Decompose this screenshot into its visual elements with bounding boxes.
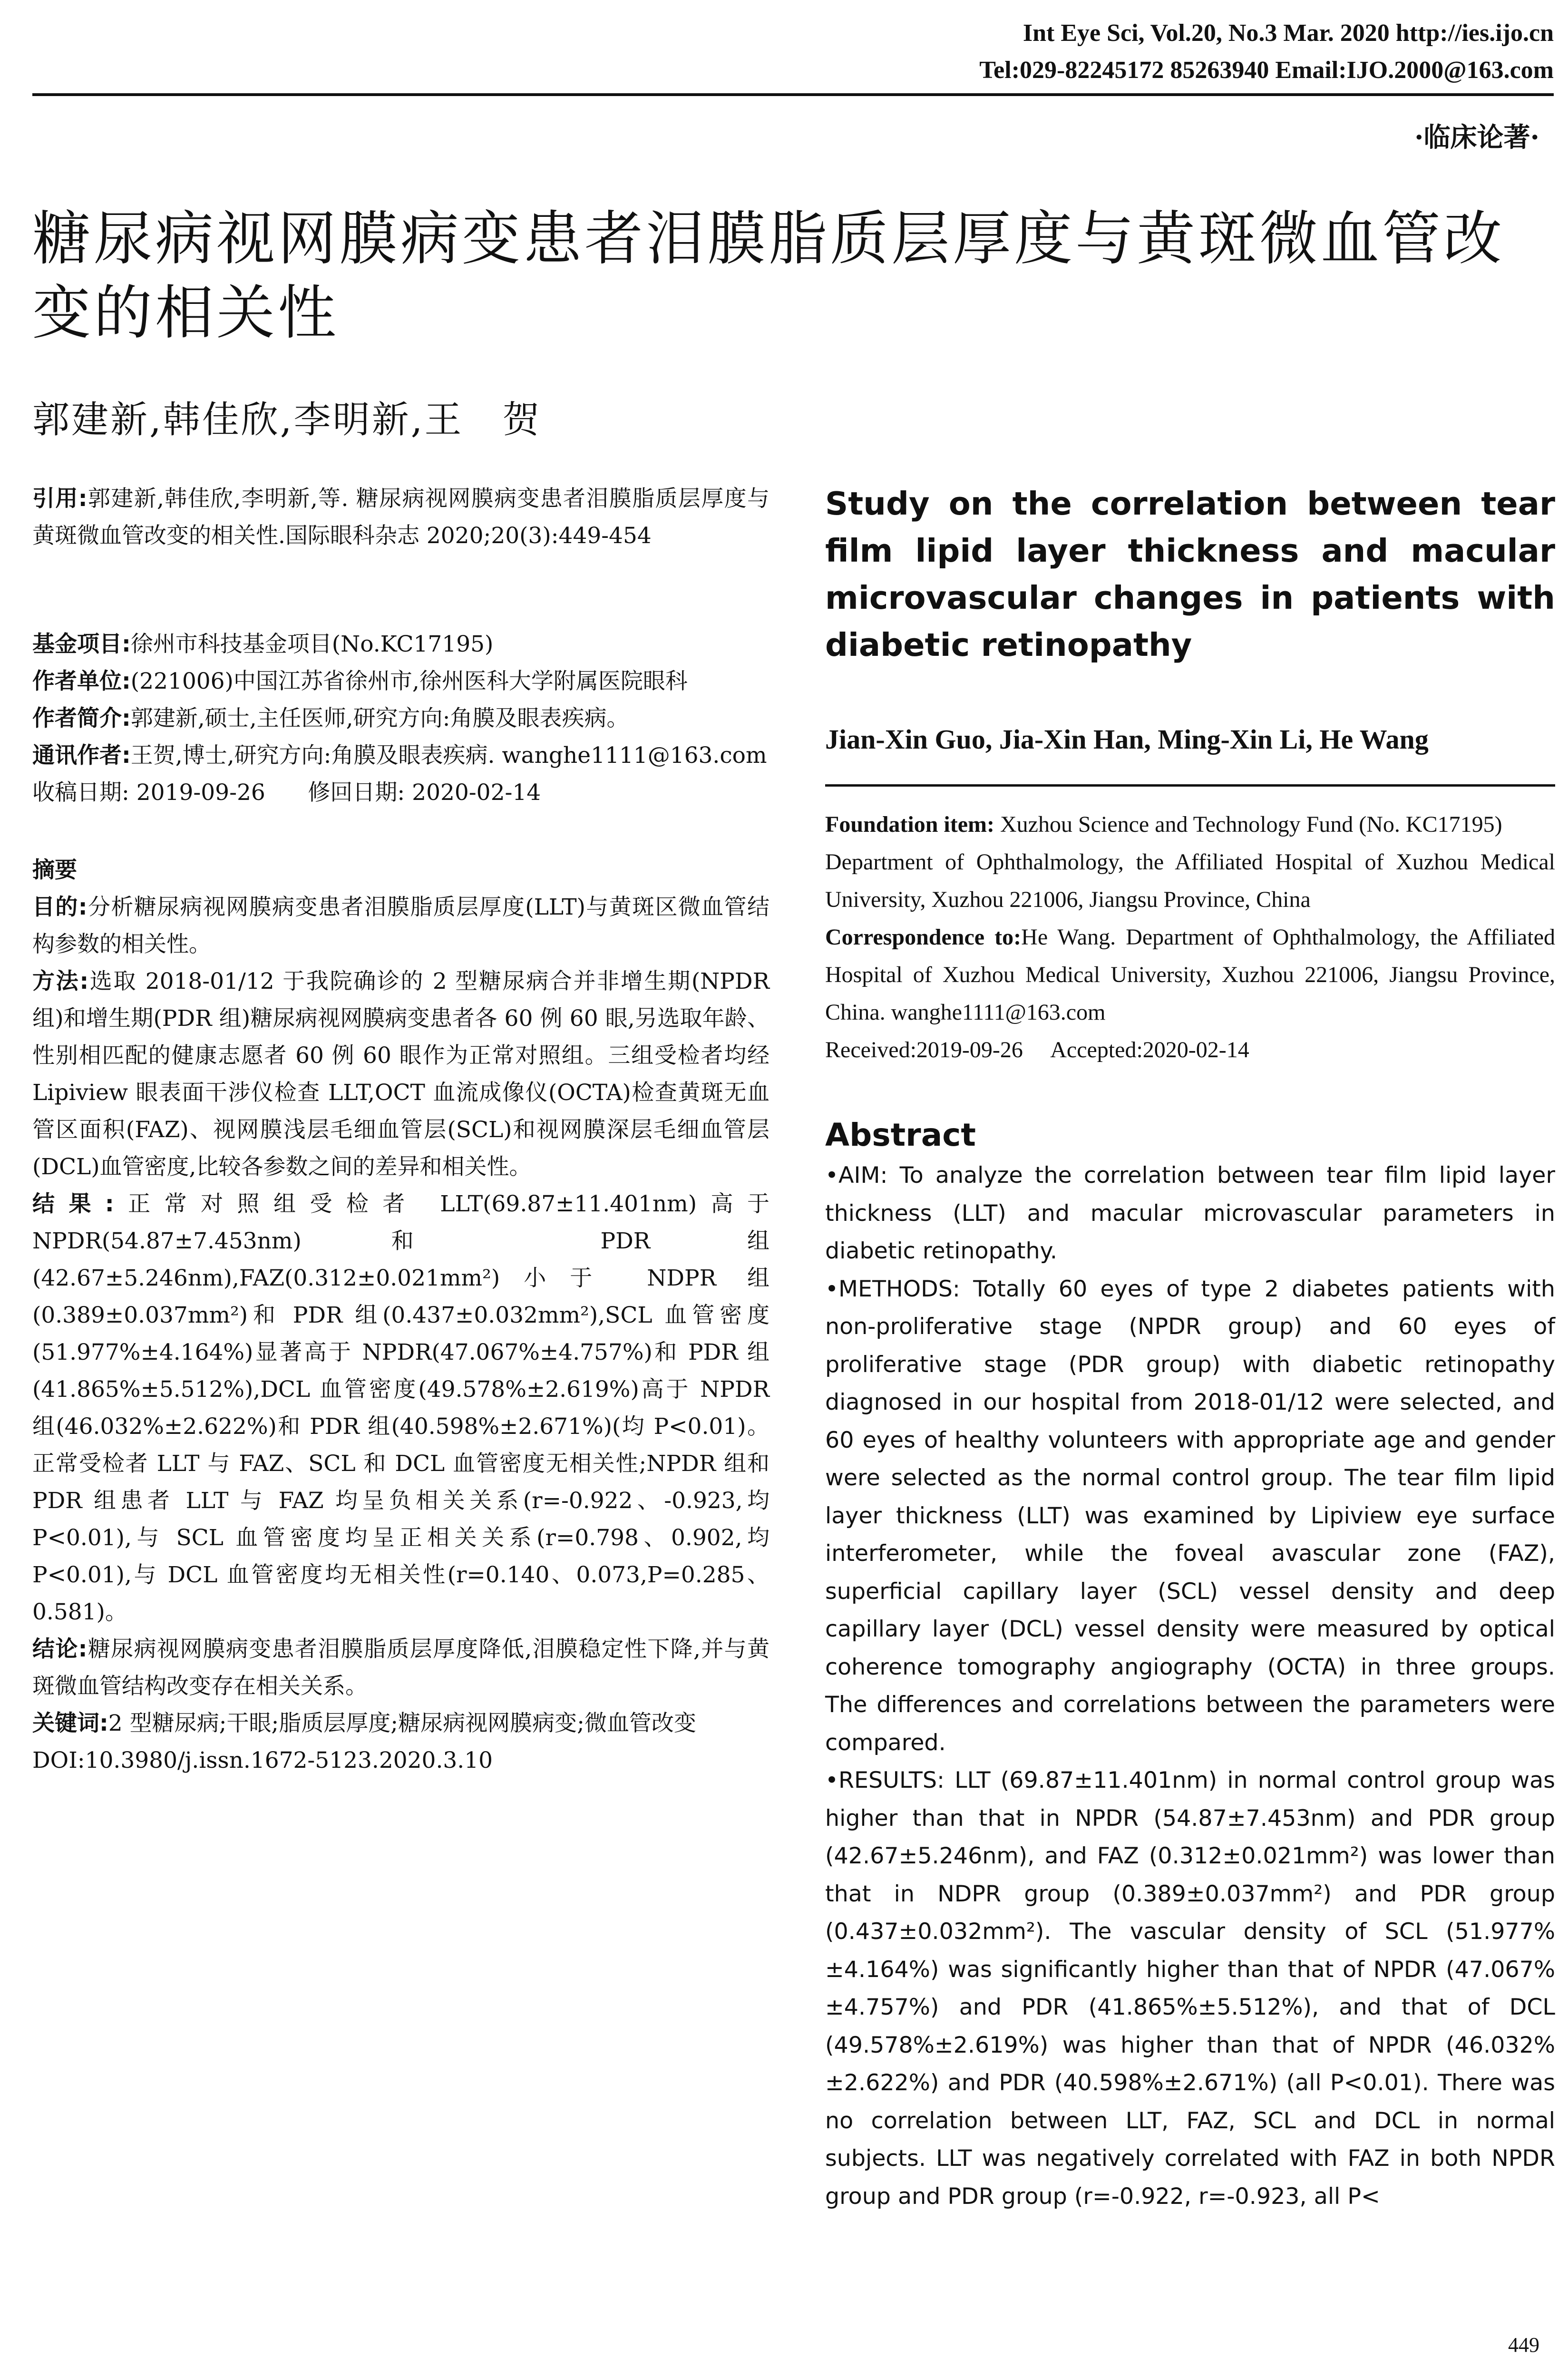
unit-text: (221006)中国江苏省徐州市,徐州医科大学附属医院眼科 — [130, 668, 688, 694]
fund-label: 基金项目: — [32, 631, 131, 657]
methods-label: 方法: — [32, 968, 89, 994]
correspondence-line — [825, 918, 1555, 1031]
article-title-en: Study on the correlation between tear film lipid layer thickness and macular microvascular changes in patients with diabetic retinopathy — [825, 485, 1555, 663]
abstract-heading-en: Abstract — [825, 1117, 976, 1153]
unit-label: 作者单位: — [32, 668, 131, 694]
methods-text: 选取 2018-01/12 于我院确诊的 2 型糖尿病合并非增生期(NPDR 组)和增生期(PDR 组)糖尿病视网膜病变患者各 60 例 60 眼,另选取年龄、性别相匹配的健康志愿者 60 例 60 眼作为正常对照组。三组受检者均经 Lipiview 眼表面干涉仪检查 LLT,OCT 血流成像仪(OCTA)检查黄斑无血管区面积(FAZ)、视网膜浅层毛细血管层(SCL)和视网膜深层毛细血管层(DCL)血管密度,比较各参数之间的差异和相关性。 — [32, 968, 770, 1180]
journal-contact-line: Tel:029-82245172 85263940 Email:IJO.2000@163.com — [979, 57, 1554, 84]
corr-label: 通讯作者: — [32, 742, 131, 769]
info-block-en — [825, 806, 1555, 1069]
foundation-line — [825, 806, 1555, 843]
correspondence-text: He Wang. Department of Ophthalmology, the Affiliated Hospital of Xuzhou Medical University, Xuzhou 221006, Jiangsu Province, China. wanghe1111@163.com — [825, 925, 1556, 1025]
right-column — [825, 480, 1555, 2215]
department-line: Department of Ophthalmology, the Affiliated Hospital of Xuzhou Medical University, Xuzhou 221006, Jiangsu Province, China — [825, 849, 1555, 912]
bio-text: 郭建新,硕士,主任医师,研究方向:角膜及眼表疾病。 — [130, 705, 629, 731]
abstract-heading-cn: 摘要 — [32, 857, 77, 883]
results-cn — [32, 1186, 769, 1631]
results-text: 正常对照组受检者 LLT(69.87±11.401nm)高于 NPDR(54.87±7.453nm)和 PDR 组(42.67±5.246nm),FAZ(0.312±0.021mm²)小于 NDPR 组(0.389±0.037mm²)和 PDR 组(0.437±0.032mm²),SCL 血管密度(51.977%±4.164%)显著高于 NPDR(47.067%±4.757%)和 PDR 组(41.865%±5.512%),DCL 血管密度(49.578%±2.619%)高于 NPDR 组(46.032%±2.622%)和 PDR 组(40.598%±2.671%)(均 P<0.01)。正常受检者 LLT 与 FAZ、SCL 和 DCL 血管密度无相关性;NPDR 组和 PDR 组患者 LLT 与 FAZ 均呈负相关关系(r=-0.922、-0.923,均 P<0.01),与 SCL 血管密度均呈正相关关系(r=0.798、0.902,均 P<0.01),与 DCL 血管密度均无相关性(r=0.140、0.073,P=0.285、0.581)。 — [32, 1191, 769, 1625]
conclusion-cn — [32, 1631, 769, 1705]
bio-line — [32, 700, 769, 737]
fund-text: 徐州市科技基金项目(No.KC17195) — [130, 631, 494, 657]
left-column — [32, 480, 769, 1779]
foundation-label: Foundation item: — [825, 812, 995, 837]
keywords-text: 2 型糖尿病;干眼;脂质层厚度;糖尿病视网膜病变;微血管改变 — [108, 1710, 696, 1736]
corr-text: 王贺,博士,研究方向:角膜及眼表疾病. wanghe1111@163.com — [130, 742, 767, 769]
received-dates-en: Received:2019-09-26 Accepted:2020-02-14 — [825, 1037, 1249, 1062]
authors-en: Jian-Xin Guo, Jia-Xin Han, Ming-Xin Li, He Wang — [825, 724, 1429, 755]
unit-line — [32, 663, 769, 700]
aim-text: 分析糖尿病视网膜病变患者泪膜脂质层厚度(LLT)与黄斑区微血管结构参数的相关性。 — [32, 894, 770, 957]
authors-cn: 郭建新,韩佳欣,李明新,王 贺 — [32, 399, 542, 441]
keywords-label: 关键词: — [32, 1710, 108, 1736]
methods-cn — [32, 963, 769, 1186]
corr-line — [32, 737, 769, 774]
fund-line — [32, 626, 769, 663]
doi-line: DOI:10.3980/j.issn.1672-5123.2020.3.10 — [32, 1747, 493, 1773]
foundation-text: Xuzhou Science and Technology Fund (No. KC17195) — [1000, 812, 1502, 837]
methods-en: •METHODS: Totally 60 eyes of type 2 diabetes patients with non-proliferative stage (NPDR group) and 60 eyes of proliferative stage (PDR group) with diabetic retinopathy diagnosed in our hospital from 2018-01/12 were selected, and 60 eyes of healthy volunteers with appropriate age and gender were selected as the normal control group. The tear film lipid layer thickness (LLT) was examined by Lipiview eye surface interferometer, while the foveal avascular zone (FAZ), superficial capillary layer (SCL) vessel density and deep capillary layer (DCL) vessel density were measured by optical coherence tomography angiography (OCTA) in three groups. The differences and correlations between the parameters were compared. — [825, 1276, 1555, 1756]
aim-label: 目的: — [32, 894, 88, 920]
abstract-body-en — [825, 1157, 1555, 2215]
article-category: ·临床论著· — [1414, 122, 1539, 153]
citation-block — [32, 480, 769, 555]
keywords-cn — [32, 1705, 769, 1742]
received-dates-cn: 收稿日期: 2019-09-26 修回日期: 2020-02-14 — [32, 779, 541, 806]
journal-info-line: Int Eye Sci, Vol.20, No.3 Mar. 2020 http://ies.ijo.cn — [1023, 19, 1554, 47]
aim-cn — [32, 889, 769, 963]
article-title-cn: 糖尿病视网膜病变患者泪膜脂质层厚度与黄斑微血管改变的相关性 — [32, 205, 1505, 347]
conclusion-text: 糖尿病视网膜病变患者泪膜脂质层厚度降低,泪膜稳定性下降,并与黄斑微血管结构改变存在相关关系。 — [32, 1636, 769, 1699]
aim-en: •AIM: To analyze the correlation between tear film lipid layer thickness (LLT) and macular microvascular parameters in diabetic retinopathy. — [825, 1162, 1555, 1264]
citation-text: 郭建新,韩佳欣,李明新,等. 糖尿病视网膜病变患者泪膜脂质层厚度与黄斑微血管改变的相关性.国际眼科杂志 2020;20(3):449-454 — [32, 486, 769, 549]
results-label: 结果: — [32, 1191, 114, 1217]
bio-label: 作者简介: — [32, 705, 131, 731]
author-rule — [825, 784, 1555, 787]
page-number: 449 — [1508, 2333, 1539, 2357]
conclusion-label: 结论: — [32, 1636, 88, 1662]
citation-label: 引用: — [32, 486, 88, 512]
header-rule — [32, 93, 1554, 96]
results-en: •RESULTS: LLT (69.87±11.401nm) in normal control group was higher than that in NPDR (54.87±7.453nm) and PDR group (42.67±5.246nm), and FAZ (0.312±0.021mm²) was lower than that in NDPR group (0.389±0.037mm²) and PDR group (0.437±0.032mm²). The vascular density of SCL (51.977%±4.164%) was significantly higher than that of NPDR (47.067%±4.757%) and PDR (41.865%±5.512%), and that of DCL (49.578%±2.619%) was higher than that of NPDR (46.032%±2.622%) and PDR (40.598%±2.671%) (all P<0.01). There was no correlation between LLT, FAZ, SCL and DCL in normal subjects. LLT was negatively correlated with FAZ in both NPDR group and PDR group (r=-0.922, r=-0.923, all P< — [825, 1767, 1555, 2210]
spacer — [32, 811, 769, 852]
spacer — [32, 555, 769, 626]
correspondence-label: Correspondence to: — [825, 925, 1022, 950]
